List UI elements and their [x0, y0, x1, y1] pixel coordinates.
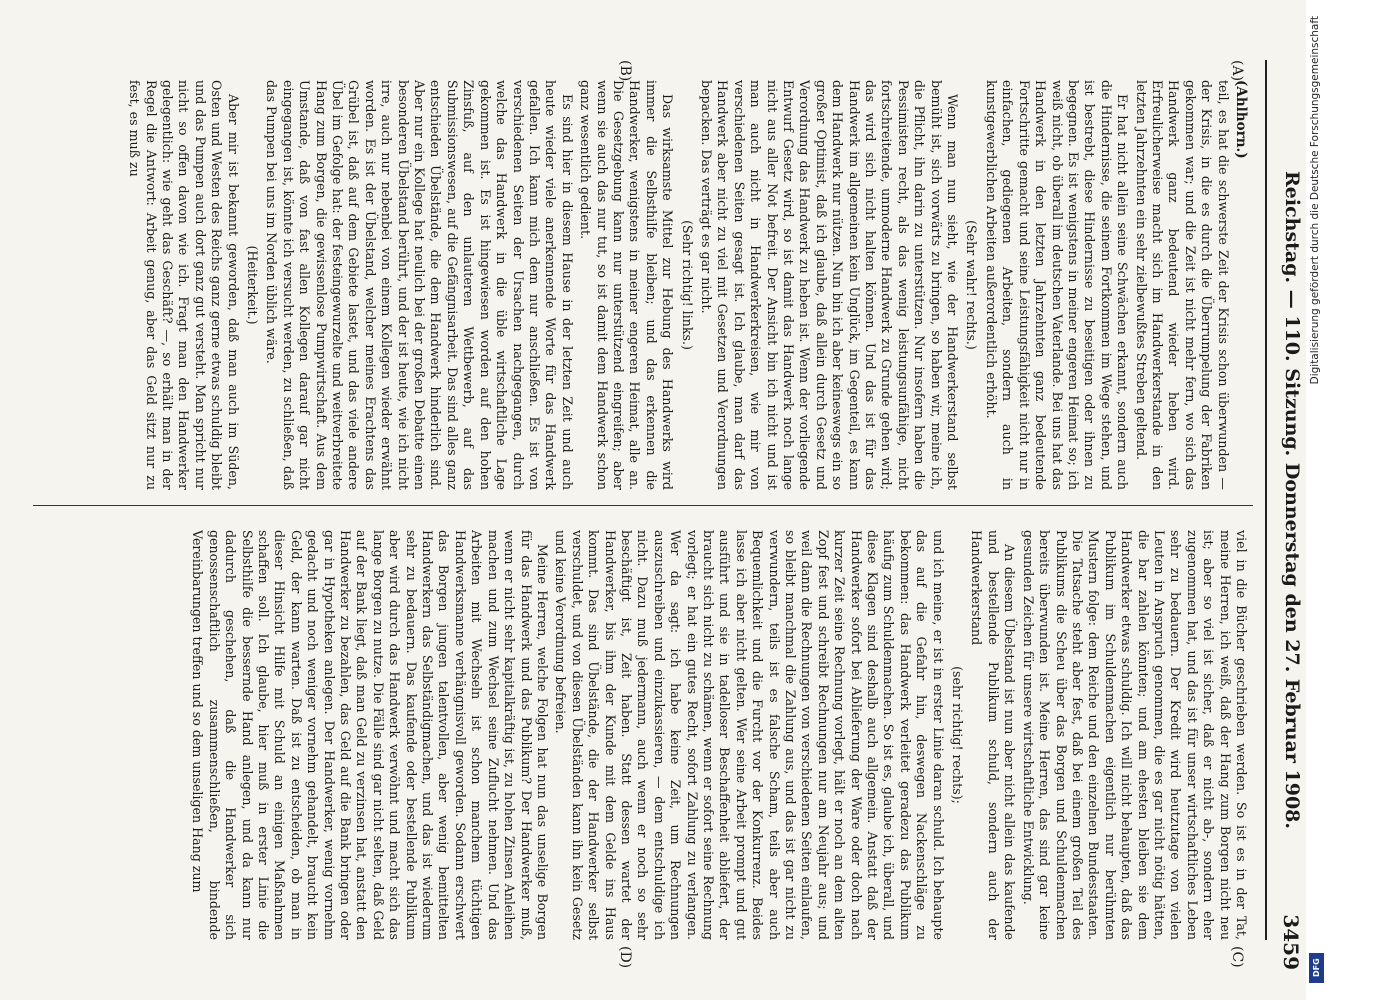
header-rule — [1265, 60, 1267, 940]
margin-mark-d: (D) — [617, 946, 633, 969]
paragraph: Aber mir ist bekannt geworden, daß man auch im Süden, Osten und Westen des Reichs ganz gerne etwas schuldig bleibt und das Pumpen auch dort ganz gut versteht. Man spricht nur nicht so offen davon wie ich. Fragt man den Handwerker gelegentlich: wie geht das Geschäft? —, so erhält man in der Regel die Antwort: Arbeit genug, aber das Geld sitzt nur zu fest, es muß zu — [127, 80, 241, 490]
column-divider — [33, 505, 1253, 506]
paragraph: Es sind hier in diesem Hause in der letzten Zeit und auch heute wieder viele anerkennende Worte für das Handwerk gefallen. Ich kann mich dem nur anschließen. Es ist von verschiedenen Seiten der Ursachen nachgegangen, durch welche das Handwerk in die üble wirtschaftliche Lage gekommen ist. Es ist hingewiesen worden auf den hohen Zinsfuß, auf den unlauteren Wettbewerb, auf das Submissionswesen, auf die Gefängnisarbeit. Das sind alles ganz entschieden Übelstände, die dem Handwerk hinderlich sind. Aber nur ein Kollege hat neulich bei der großen Debatte einen besonderen Übelstand berührt, und der ist heute, wie ich nicht irre, auch nur nebenbei von einem Kollegen wieder erwähnt worden. Es ist der Übelstand, welcher meines Erachtens das Grübel ist, daß auf dem Gebiete lastet, und das viele andere Übel im Gefolge hat: der festeingewurzelte und weitverbreitete Hang zum Borgen, die gewissenlose Pumpwirtschaft. Aus dem Umstande, daß von fast allen Kollegen darauf gar nicht eingegangen ist, könnte ich versucht werden, zu schließen, daß das Pumpen bei uns im Norden üblich wäre. — [264, 80, 575, 490]
paragraph: viel in die Bücher geschrieben werden. So ist es in der Tat, meine Herren, ich weiß, daß der Hang zum Borgen nicht neu ist; aber so viel ist sicher, daß er nicht ab-, sondern eher zugenommen hat, und das ist für unser wirtschaftliches Leben sehr zu bedauern. Der Kredit wird heutzutage von vielen Leuten in Anspruch genommen, die es gar nicht nötig hätten, die bar zahlen könnten; und am ehesten bleiben sie dem Handwerker etwas schuldig. Ich will nicht behaupten, daß das Publikum im Schuldenmachen eigentlich nur berühmten Mustern folge: dem Reiche und den einzelnen Bundesstaaten. Die Tatsache steht aber fest, daß bei einem großen Teil des Publikums die Scheu über das Borgen und Schuldenmachen bereits überwunden ist. Meine Herren, das sind gar keine gesunden Zeichen für unsere wirtschaftliche Entwicklung. — [1020, 530, 1249, 940]
interjection: (sehr richtig! rechts); — [950, 666, 966, 804]
paragraph: Wenn man nun sieht, wie der Handwerkerstand selbst bemüht ist, sich vorwärts zu bringen, so haben wir, meine ich, die Pflicht, ihn darin zu unterstützen. Nur insofern haben die Pessimisten recht, als das wenig leistungsunfähige, nicht fortschreitende, unmoderne Handwerk zu Grunde gehen wird; das wird sich nicht halten können. Und das ist für das Handwerk im allgemeinen kein Unglück, im Gegenteil, es kann dem Handwerk nur nützen. Nun bin ich aber keineswegs ein so großer Optimist, daß ich glaube, daß allein durch Gesetz und Verordnung das Handwerk zu heben ist. Wenn der vorliegende Entwurf Gesetz wird, so ist damit das Handwerk noch lange nicht aus aller Not befreit. Der Ansicht bin ich nicht und ist man auch nicht in Handwerkerkreisen, wie mir von verschiedenen Seiten gesagt ist. Ich glaube, man darf das Handwerk aber nicht zu viel mit Gesetzen und Verordnungen bepacken. Das verträgt es gar nicht. — [699, 80, 961, 490]
margin-mark-a: (A) — [1229, 60, 1245, 82]
paragraph: und ich meine, er ist in erster Linie daran schuld. Ich behaupte das auf die Gefahr hin, deswegen Nackenschläge zu bekommen: das Handwerk verleitet geradezu das Publikum häufig zum Schuldenmachen. So ist es, glaube ich, überall, und diese Klagen sind deshalb auch allgemein. Anstatt daß der Handwerker sofort bei Ablieferung der Ware oder doch nach kurzer Zeit seine Rechnung vorlegt, hält er noch an dem alten Zopf fest und schreibt Rechnungen nur am Neujahr aus; und weil dann die Rechnungen von verschiedenen Seiten einlaufen, so bleibt manchmal die Zahlung aus, und das ist gar nicht zu verwundern, teils ist es falsche Scham, teils aber auch Bequemlichkeit und die Furcht vor der Konkurrenz. Beides lasse ich aber nicht gelten. Wer seine Arbeit prompt und gut ausführt und sie in tadelloser Beschaffenheit abliefert, der braucht sich nicht zu schämen, wenn er sofort seine Rechnung vorlegt; er hat ein gutes Recht, sofort Zahlung zu verlangen. Wer da sagt: ich habe keine Zeit, um Rechnungen auszuschreiben und einzukassieren, — dem entschuldige ich nicht. Dazu muß jedermann, auch wenn er noch so sehr beschäftigt ist, Zeit haben. Statt dessen wartet der Handwerker, bis ihm der Kunde mit dem Gelde ins Haus kommt. Das sind Übelstände, die der Handwerker selbst verschuldet, und von diesen Übelständen kann ihn kein Gesetz und keine Verordnung befreien. — [553, 530, 946, 940]
paragraph: teil, es hat die schwerste Zeit der Krisis schon überwunden — der Krisis, in die es durch die Überrumpelung der Fabriken gekommen war; und die Zeit ist nicht mehr fern, wo sich das Handwerk ganz bedeutend wieder heben wird. Erfreulicherweise macht sich im Handwerkerstande in den letzten Jahrzehnten ein sehr zielbewußtes Streben geltend. — [1133, 80, 1231, 490]
left-column — [9, 80, 1249, 490]
margin-mark-c: (C) — [1229, 946, 1245, 968]
page-header — [1273, 70, 1309, 970]
interjection: (Heiterkeit.) — [245, 245, 261, 325]
paragraph: An diesem Übelstand ist nun aber nicht allein das kaufende und bestellende Publikum schuld, sondern auch der Handwerkerstand — [969, 530, 1018, 940]
paragraph: Meine Herren, welche Folgen hat nun das unselige Borgen für das Handwerk und das Publikum? Der Handwerker muß, wenn er nicht sehr kapitalkräftig ist, zu hohen Zinsen Anleihen machen und zum Wechsel seine Zuflucht nehmen. Und das Arbeiten mit Wechseln ist schon manchem tüchtigen Handwerksmanne verhängnisvoll geworden. Sodann erschwert das Borgen jungen talentvollen, aber wenig bemittelten Handwerkern das Selbständigmachen, und das ist wiederum sehr zu bedauern. Das kaufende oder bestellende Publikum aber wird durch das Handwerk verwöhnt und macht sich das lange Borgen zu nutze. Die Fälle sind gar nicht selten, daß Geld auf der Bank liegt, daß man Geld zu verzinsen hat, anstatt den Handwerker zu bezahlen, das Geld auf die Bank bringen oder gar in Hypotheken anlegen. Der Handwerker, wenig vornehm gedacht und noch weniger vornehm gehandelt, braucht kein Geld, der kann warten. Daß ist zu entscheiden, ob man in dieser Hinsicht Hilfe mit Schuld an einigen Maßnahmen schaffen soll. Ich glaube, hier muß in erster Linie die Selbsthilfe die bessernde Hand anlegen, und da kann nur dadurch geschehen, daß die Handwerker sich genossenschaftlich zusammenschließen, bindende Vereinbarungen treffen und so dem unseligen Hang zum — [190, 530, 550, 940]
funding-credit: Digitalisierung gefördert durch die Deutsche Forschungsgemeinschaft — [1309, 16, 1321, 385]
page-number: 3459 — [1279, 914, 1303, 970]
interjection: (Sehr richtig! links.) — [679, 220, 695, 350]
speaker-name: (Ahlhorn.) — [1233, 80, 1249, 159]
right-column — [9, 530, 1249, 940]
margin-mark-b: (B) — [617, 60, 633, 82]
header-title: Reichstag. — 110. Sitzung. Donnerstag den 27. Februar 1908. — [1281, 170, 1303, 830]
paragraph: Das wirksamste Mittel zur Hebung des Handwerks wird immer die Selbsthilfe bleiben; und das erkennen die Handwerker, wenigstens in meiner engeren Heimat, alle an. Die Gesetzgebung kann nur unterstützend eingreifen; aber wenn sie auch das nur tut, so ist damit dem Handwerk schon ganz wesentlich gedient. — [578, 80, 676, 490]
dfg-logo: DFG — [1309, 953, 1324, 983]
interjection: (Sehr wahr! rechts.) — [964, 220, 980, 350]
digitization-footer — [1306, 0, 1328, 1000]
paragraph: Er hat nicht allein seine Schwächen erkannt, sondern auch die Hindernisse, die seinem Fortkommen im Wege stehen, und ist bestrebt, diese Hindernisse zu beseitigen oder ihnen zu begegnen. Es ist wenigstens in meiner engeren Heimat so; ich weiß nicht, ob überall im deutschen Vaterlande. Bei uns hat das Handwerk in den letzten Jahrzehnten ganz bedeutende Fortschritte gemacht und seine Leistungsfähigkeit nicht nur in einfachen, gediegenen Arbeiten, sondern auch in kunstgewerblichen Arbeiten außerordentlich erhöht. — [983, 80, 1131, 490]
